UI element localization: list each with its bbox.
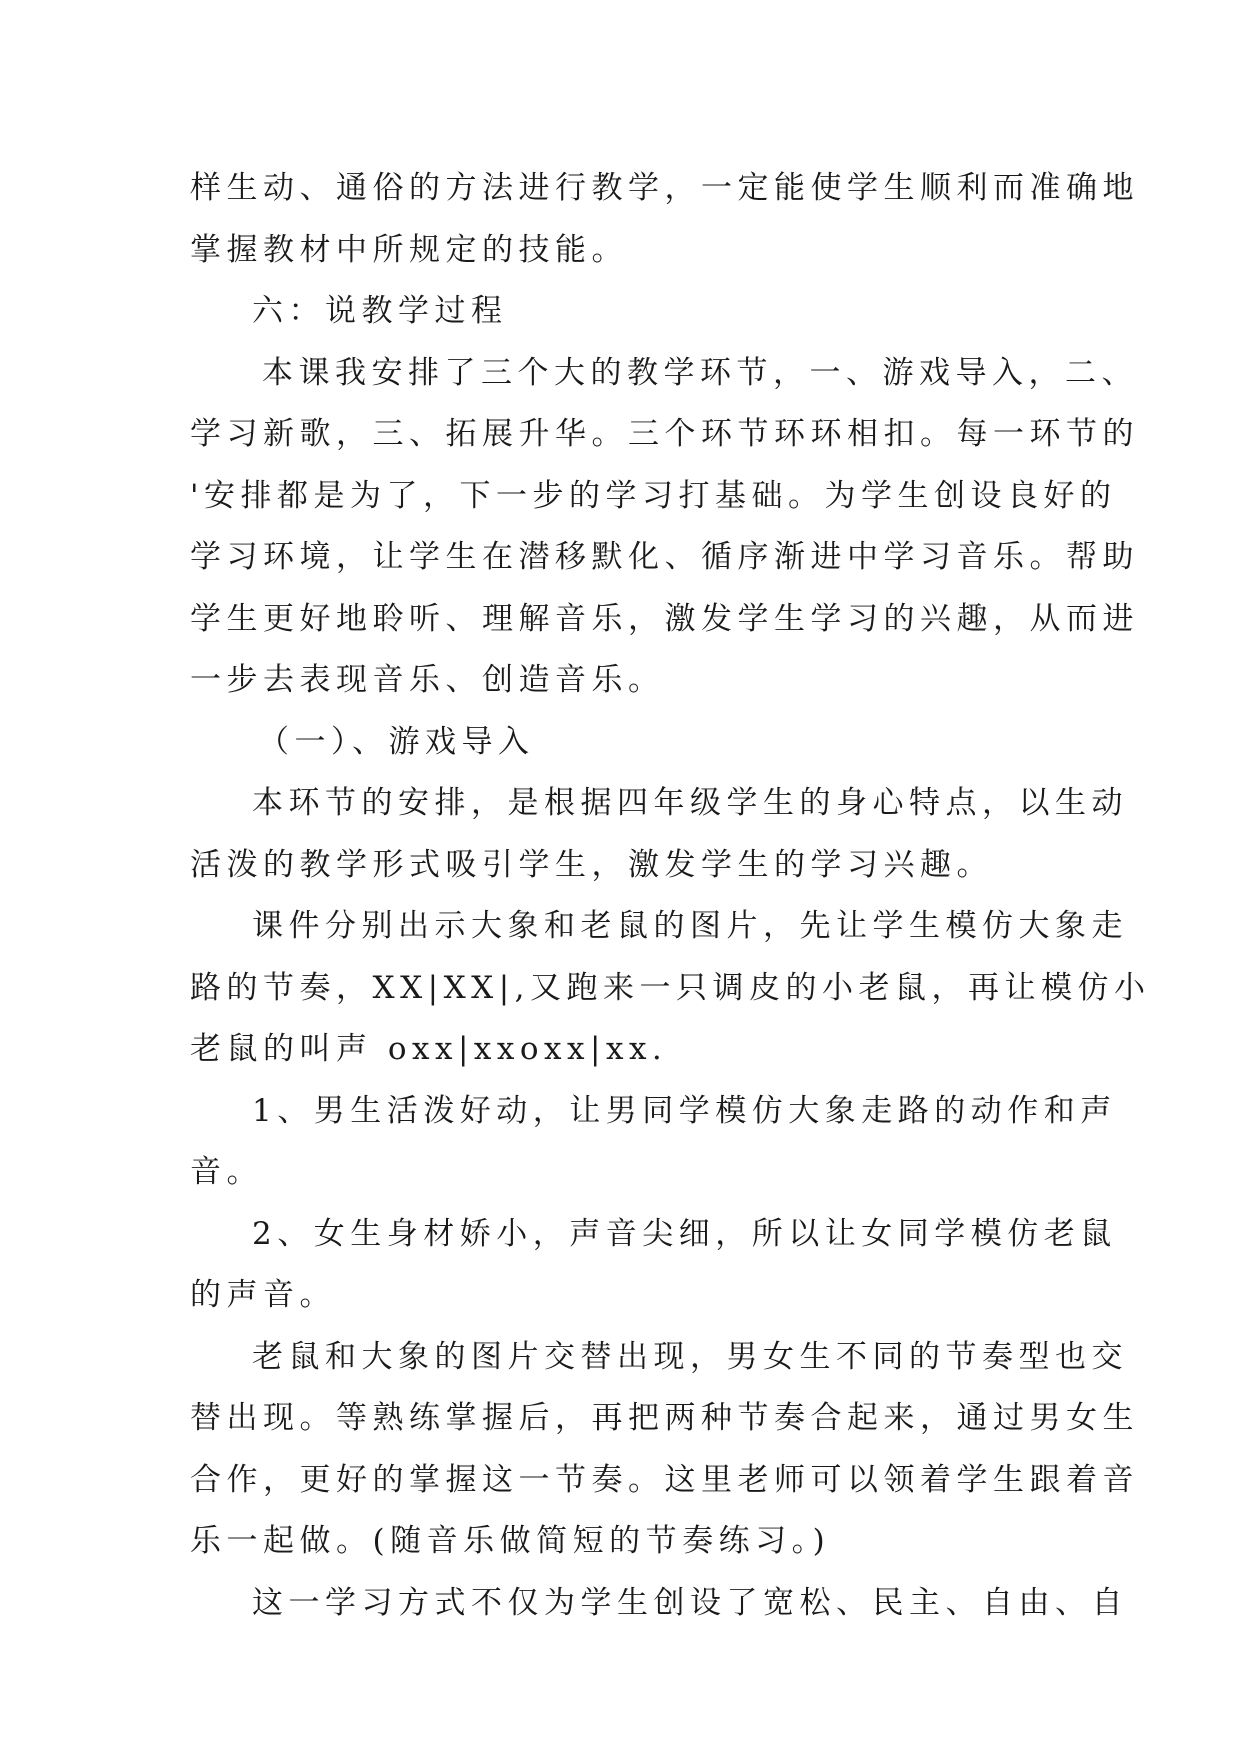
text-line: 替出现。等熟练掌握后，再把两种节奏合起来，通过男女生 (190, 1400, 1139, 1436)
text-line: （一）、游戏导入 (258, 723, 535, 760)
text-line: 本环节的安排，是根据四年级学生的身心特点，以生动 (252, 785, 1128, 821)
text-line: 音。 (190, 1154, 263, 1190)
text-line: 1、男生活泼好动，让男同学模仿大象走路的动作和声 (252, 1092, 1117, 1129)
text-line: 学生更好地聆听、理解音乐，激发学生学习的兴趣，从而进 (190, 600, 1139, 637)
text-line: 学习环境，让学生在潜移默化、循序渐进中学习音乐。帮助 (190, 539, 1139, 575)
text-line: 老鼠和大象的图片交替出现，男女生不同的节奏型也交 (252, 1338, 1128, 1375)
text-line: 学习新歌，三、拓展升华。三个环节环环相扣。每一环节的 (190, 416, 1139, 452)
text-line: 路的节奏，XX|XX|,又跑来一只调皮的小老鼠，再让模仿小 (190, 969, 1151, 1006)
text-line: 的声音。 (190, 1277, 336, 1313)
text-line: 一步去表现音乐、创造音乐。 (190, 662, 665, 698)
text-line: 本课我安排了三个大的教学环节，一、游戏导入，二、 (262, 354, 1138, 391)
text-line: 样生动、通俗的方法进行教学，一定能使学生顺利而准确地 (190, 170, 1139, 206)
text-line: 2、女生身材娇小，声音尖细，所以让女同学模仿老鼠 (252, 1215, 1117, 1252)
text-line: '安排都是为了，下一步的学习打基础。为学生创设良好的 (190, 477, 1117, 514)
text-line: 掌握教材中所规定的技能。 (190, 231, 628, 268)
text-line: 老鼠的叫声 oxx|xxoxx|xx. (190, 1031, 668, 1067)
text-line: 六：说教学过程 (252, 293, 508, 329)
text-line: 合作，更好的掌握这一节奏。这里老师可以领着学生跟着音 (190, 1461, 1139, 1498)
text-line: 乐一起做。(随音乐做简短的节奏练习。) (190, 1523, 831, 1559)
text-line: 活泼的教学形式吸引学生，激发学生的学习兴趣。 (190, 846, 993, 883)
text-line: 课件分别出示大象和老鼠的图片，先让学生模仿大象走 (252, 908, 1128, 944)
document-body (190, 158, 1151, 1634)
text-line: 这一学习方式不仅为学生创设了宽松、民主、自由、自 (252, 1584, 1128, 1621)
